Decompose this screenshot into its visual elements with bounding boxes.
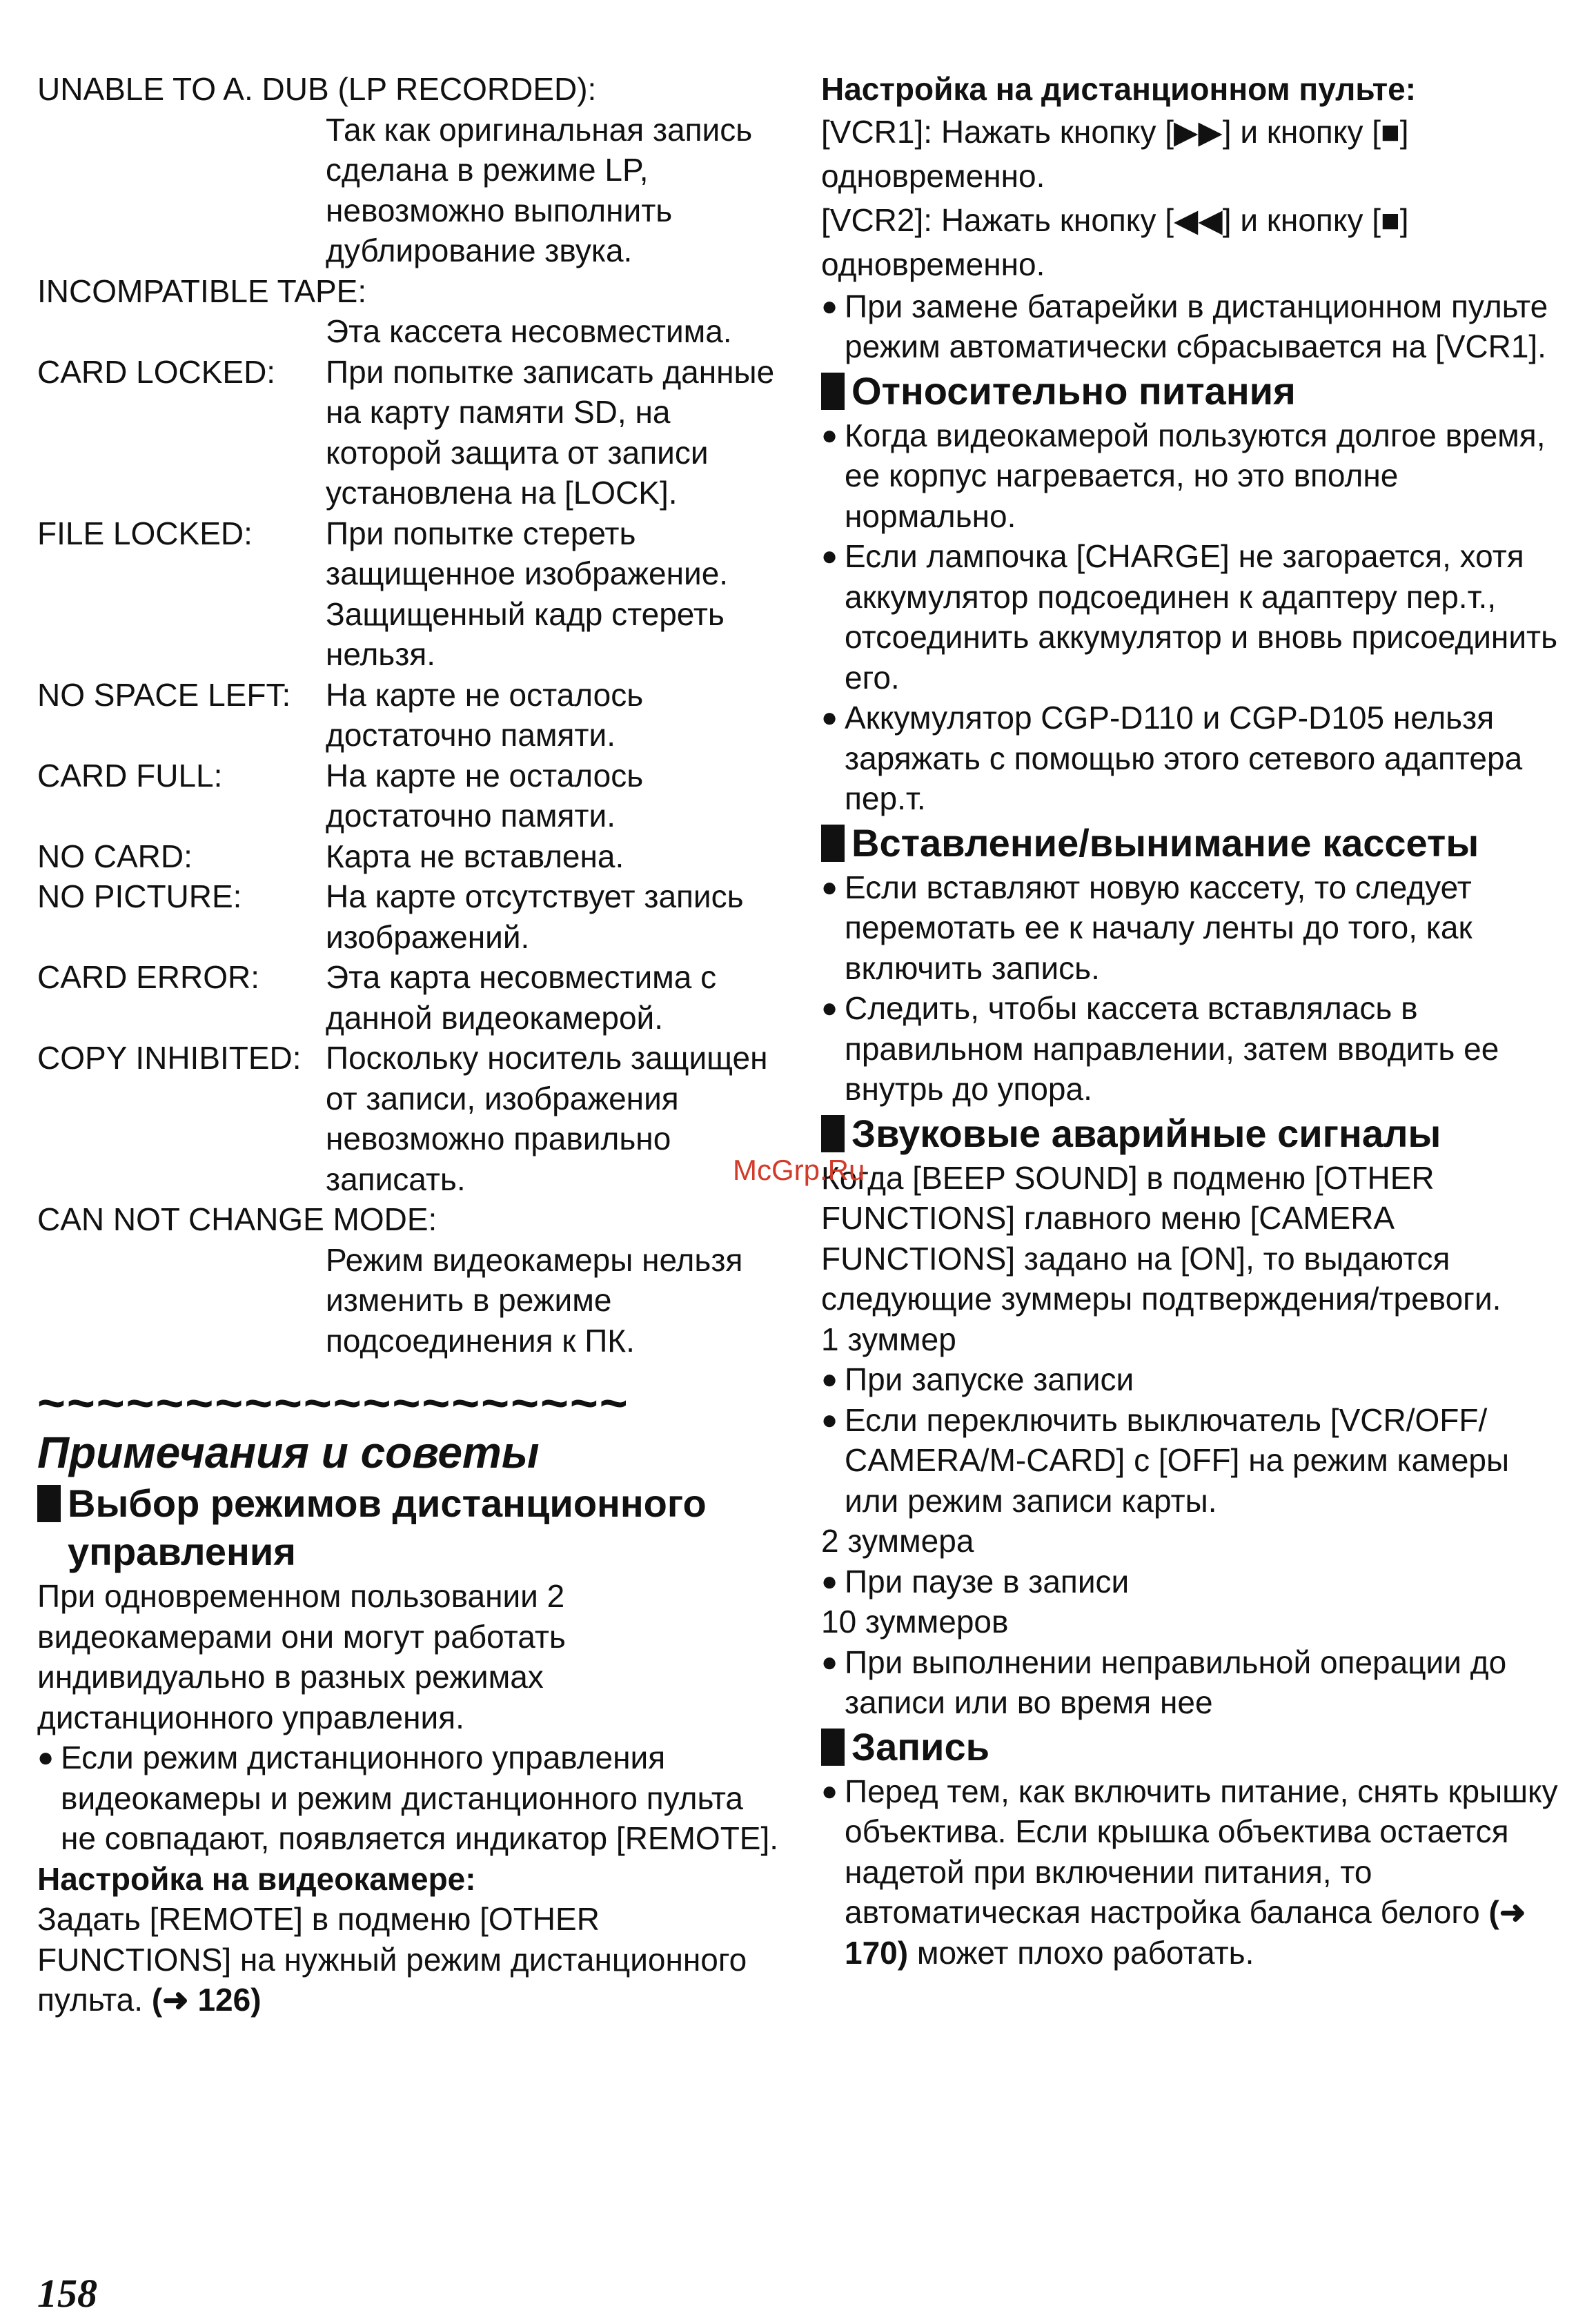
page-number: 158 [37, 2271, 97, 2316]
right-column [821, 69, 1559, 1973]
remote-bullet: ● Если режим дистанционного управления видеокамеры и режим дистанционного пульта не совпадают, появляется индикатор [REMOTE]. [37, 1737, 782, 1859]
camera-setting-title: Настройка на видеокамере: [37, 1860, 476, 1897]
error-description: При попытке стереть защищенное изображение. Защищенный кадр стереть нельзя. [326, 515, 729, 672]
error-row [37, 836, 782, 877]
recording-bullet: ● Перед тем, как включить питание, снять крышку объектива. Если крышка объектива остается надетой при включении питания, то автоматическая настройка баланса белого (➜ 170) может плохо работать. [821, 1771, 1559, 1973]
error-row [37, 876, 782, 957]
bullet-text: При выполнении неправильной операции до записи или во время нее [845, 1644, 1507, 1720]
error-description: На карте не осталось достаточно памяти. [326, 676, 644, 753]
error-term: INCOMPATIBLE TAPE: [37, 273, 367, 309]
bullet-text: При паузе в записи [845, 1563, 1130, 1599]
error-row [37, 352, 782, 513]
error-term: CARD ERROR: [37, 959, 260, 995]
left-column [37, 69, 782, 2020]
notes-title: Примечания и советы [37, 1428, 540, 1477]
error-description: Режим видеокамеры нельзя изменить в режиме подсоединения к ПК. [326, 1241, 743, 1359]
cassette-bullets [821, 867, 1559, 1110]
error-row [37, 675, 782, 756]
bullet-item [821, 1562, 1559, 1602]
power-heading: Относительно питания [821, 367, 1559, 415]
heading-square-icon [821, 1115, 845, 1152]
bullet-item [821, 1642, 1559, 1723]
error-term: CARD FULL: [37, 757, 223, 794]
remote-setting-title: Настройка на дистанционном пульте: [821, 71, 1417, 107]
bullet-item [821, 988, 1559, 1110]
beeps-intro: Когда [BEEP SOUND] в подменю [OTHER FUNCTIONS] главного меню [CAMERA FUNCTIONS] задано на [ON], то выдаются следующие зуммеры подтверждения/тревоги. [821, 1159, 1501, 1317]
remote-intro: При одновременном пользовании 2 видеокамерами они могут работать индивидуально в разных режимах дистанционного управления. [37, 1578, 566, 1735]
heading-square-icon [821, 373, 845, 410]
tilde-divider: ~~~~~~~~~~~~~~~~~~~~ [37, 1384, 629, 1421]
error-list [37, 69, 782, 1361]
error-description: Карта не вставлена. [326, 838, 624, 874]
bullet-dot-icon: ● [821, 290, 838, 322]
bullet-dot-icon: ● [821, 1566, 838, 1597]
bullet-text: Если вставляют новую кассету, то следует перемотать ее к началу ленты до того, как включить запись. [845, 869, 1472, 986]
error-term: UNABLE TO A. DUB (LP RECORDED): [37, 71, 597, 107]
bullet-dot-icon: ● [821, 1775, 838, 1806]
beep-ten-label: 10 зуммеров [821, 1604, 1009, 1639]
bullet-item [821, 536, 1559, 698]
error-term: CARD LOCKED: [37, 353, 276, 390]
error-term: CAN NOT CHANGE MODE: [37, 1201, 437, 1237]
bullet-text: Когда видеокамерой пользуются долгое время, ее корпус нагревается, но это вполне нормально. [845, 417, 1546, 534]
bullet-text: При запуске записи [845, 1361, 1134, 1397]
bullet-text: Если переключить выключатель [VCR/OFF/ CAMERA/M-CARD] с [OFF] на режим камеры или режим записи карты. [845, 1401, 1510, 1519]
beeps-heading: Звуковые аварийные сигналы [821, 1110, 1559, 1158]
heading-square-icon [821, 1729, 845, 1766]
error-term: FILE LOCKED: [37, 515, 253, 551]
bullet-dot-icon: ● [821, 541, 838, 571]
power-bullets [821, 415, 1559, 819]
bullet-item [821, 867, 1559, 989]
page-reference: (➜ 126) [151, 1982, 262, 2018]
vcr2-instruction: [VCR2]: Нажать кнопку [◀◀] и кнопку [■] одновременно. [821, 201, 1409, 282]
bullet-dot-icon: ● [821, 1404, 838, 1435]
heading-square-icon [37, 1485, 61, 1522]
bullet-item [821, 698, 1559, 819]
bullet-dot-icon: ● [821, 420, 838, 451]
bullet-dot-icon: ● [821, 702, 838, 733]
bullet-item [821, 1400, 1559, 1522]
error-description: Эта карта несовместима с данной видеокамерой. [326, 959, 717, 1036]
bullet-text: Аккумулятор CGP-D110 и CGP-D105 нельзя заряжать с помощью этого сетевого адаптера пер.т. [845, 700, 1523, 816]
error-row [37, 957, 782, 1038]
remote-heading: Выбор режимов дистанционного управления [37, 1479, 782, 1576]
beep-ten-bullets [821, 1642, 1559, 1723]
beep-one-label: 1 зуммер [821, 1321, 956, 1357]
error-description: При попытке записать данные на карту памяти SD, на которой защита от записи установлена на [LOCK]. [326, 353, 775, 511]
error-description: Эта кассета несовместима. [326, 313, 732, 349]
beep-two-label: 2 зуммера [821, 1523, 974, 1559]
bullet-item [821, 1359, 1559, 1400]
bullet-text: Следить, чтобы кассета вставлялась в правильном направлении, затем вводить ее внутрь до упора. [845, 990, 1499, 1107]
error-row [37, 1038, 782, 1199]
recording-heading: Запись [821, 1723, 1559, 1771]
error-description: Так как оригинальная запись сделана в режиме LP, невозможно выполнить дублирование звука. [326, 111, 753, 268]
error-row [37, 756, 782, 836]
heading-square-icon [821, 825, 845, 862]
battery-note: ● При замене батарейки в дистанционном пульте режим автоматически сбрасывается на [VCR1]. [821, 286, 1559, 367]
bullet-dot-icon: ● [821, 872, 838, 903]
beep-one-bullets [821, 1359, 1559, 1521]
bullet-dot-icon: ● [821, 1364, 838, 1395]
bullet-dot-icon: ● [821, 993, 838, 1023]
watermark: McGrp.Ru [733, 1154, 865, 1186]
error-row [37, 513, 782, 675]
error-description: На карте отсутствует запись изображений. [326, 878, 744, 955]
error-term: NO PICTURE: [37, 878, 242, 914]
bullet-dot-icon: ● [821, 1646, 838, 1677]
bullet-text: Если лампочка [CHARGE] не загорается, хотя аккумулятор подсоединен к адаптеру пер.т., отсоединить аккумулятор и вновь присоединить его. [845, 538, 1558, 696]
camera-setting-text: Задать [REMOTE] в подменю [OTHER FUNCTIONS] на нужный режим дистанционного пульта. (➜ 126) [37, 1901, 747, 2018]
bullet-item [821, 415, 1559, 537]
cassette-heading: Вставление/вынимание кассеты [821, 819, 1559, 867]
error-description: На карте не осталось достаточно памяти. [326, 757, 644, 834]
error-term: COPY INHIBITED: [37, 1040, 302, 1076]
error-term: NO SPACE LEFT: [37, 676, 291, 713]
page-reference: (➜ 170) [845, 1894, 1526, 1971]
error-description: Поскольку носитель защищен от записи, изображения невозможно правильно записать. [326, 1040, 768, 1197]
error-term: NO CARD: [37, 838, 193, 874]
bullet-dot-icon: ● [37, 1742, 55, 1773]
vcr1-instruction: [VCR1]: Нажать кнопку [▶▶] и кнопку [■] одновременно. [821, 113, 1409, 194]
beep-two-bullets [821, 1562, 1559, 1602]
